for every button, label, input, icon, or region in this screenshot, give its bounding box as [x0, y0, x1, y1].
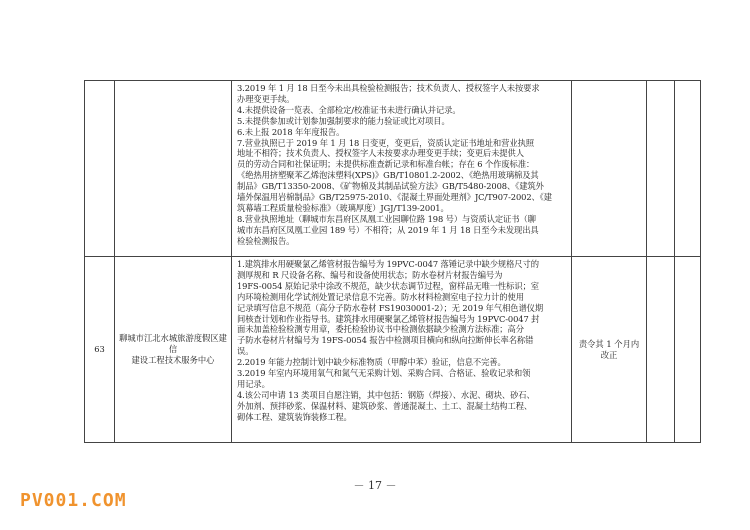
issue-text-line: 3.2019 年室内环境用氧气和氮气无采购计划、采购合同、合格证、验收记录和领	[237, 368, 531, 379]
issue-text-line: 记录填写信息不规范（高分子防水卷材 FS19030001-2）；无 2019 年气相色谱仪期	[237, 302, 544, 313]
table-row	[85, 257, 701, 443]
organization-name-line: 聊城市江北水城旅游度假区建信	[119, 333, 227, 354]
issue-text-line: 外加剂、预拌砂浆、保温材料、建筑砂浆、普通混凝土、土工、混凝土结构工程、	[237, 400, 533, 411]
issue-text-line: 检验检测报告。	[237, 235, 295, 246]
issue-text-line: 2.2019 年能力控制计划中缺少标准物质（甲醇中苯）验证，信息不完善。	[237, 357, 506, 368]
issue-text-line: 3.2019 年 1 月 18 日至今未出具检验检测报告；技术负责人、授权签字人未按要求	[237, 83, 540, 93]
requirement-cell	[572, 257, 647, 443]
organization-cell	[115, 257, 232, 443]
issues-cell	[232, 81, 572, 257]
issue-text-line: 地址不相符；技术负责人、授权签字人未按要求办理变更手续；变更后未提供人	[237, 148, 524, 159]
issue-text-line: 测厚规和 R 尺设备名称、编号和设备使用状态；防水卷材片材报告编号为	[237, 269, 503, 280]
empty-cell	[675, 257, 701, 443]
issue-text-line: 内环境检测用化学试剂处置记录信息不完善。防水材料检测室电子拉力计的使用	[237, 291, 524, 302]
site-watermark: PV001.COM	[20, 490, 127, 511]
issue-text-line: 面未加盖检验检测专用章，委托检验协议书中检测依据缺少检测方法标准；高分	[237, 324, 524, 335]
requirement-line: 责令其 1 个月内	[578, 338, 640, 349]
issue-text-line: 间核查计划和作业指导书。建筑排水用硬聚氯乙烯管材报告编号为 19PVC-0047 封	[237, 313, 540, 324]
issue-text-line: 用记录。	[237, 378, 270, 389]
issue-text-line: 4.未提供设备一览表、全部检定/校准证书未进行确认并记录。	[237, 104, 461, 115]
issue-text-line: 6.未上报 2018 年年度报告。	[237, 126, 345, 137]
issue-text-line: 8.营业执照地址（聊城市东昌府区凤凰工业园聊位路 198 号）与资质认定证书（聊	[237, 213, 536, 224]
issue-text-line: 制品》GB/T13350-2008、《矿物棉及其制品试验方法》GB/T5480-2008、《建筑外	[237, 181, 544, 192]
issue-text-line: 19FS-0054 原始记录中涂改不规范，缺少状态调节过程，窗样品无唯一性标识；室	[237, 280, 539, 291]
inspection-findings-table	[84, 80, 701, 443]
row-number-cell	[85, 81, 115, 257]
issue-text-line: 砌体工程、建筑装饰装修工程。	[237, 411, 352, 422]
issue-text-line: 办理变更手续。	[237, 93, 295, 104]
table-row	[85, 81, 701, 257]
issue-text-line: 误。	[237, 346, 254, 357]
requirement-line: 改正	[600, 349, 618, 360]
issue-text-line: 墙外保温用岩棉制品》GB/T25975-2010、《混凝土界面处理剂》JC/T907-2002、《建	[237, 192, 552, 203]
page-number: － 17 －	[353, 479, 397, 492]
empty-cell	[675, 81, 701, 257]
empty-cell	[647, 81, 675, 257]
organization-name-line: 建设工程技术服务中心	[131, 355, 215, 365]
issue-text-line: 4.该公司申请 13 类项目自愿注销，其中包括：钢筋（焊接）、水泥、砌块、砂石、	[237, 389, 535, 400]
row-number-cell: 63	[85, 257, 115, 443]
issue-text-line: 7.营业执照已于 2019 年 1 月 18 日变更，变更后，资质认定证书地址和营业执照	[237, 137, 534, 148]
requirement-cell	[572, 81, 647, 257]
empty-cell	[647, 257, 675, 443]
organization-cell	[115, 81, 232, 257]
issue-text-line: 员的劳动合同和社保证明；未提供标准查新记录和标准台帐；存在 6 个作废标准：	[237, 159, 535, 170]
issue-text-line: 《绝热用挤塑聚苯乙烯泡沫塑料(XPS)》GB/T10801.2-2002、《绝热用玻璃棉及其	[237, 170, 539, 181]
issues-cell	[232, 257, 572, 443]
issue-text-line: 城市东昌府区凤凰工业园 189 号）不相符；从 2019 年 1 月 18 日至今未发现出具	[237, 224, 539, 235]
issue-text-line: 1.建筑排水用硬聚氯乙烯管材报告编号为 19PVC-0047 落锤记录中缺少规格尺寸的	[237, 259, 539, 269]
issue-text-line: 筑幕墙工程质量检验标准》（玻璃厚度）JGJ/T139-2001。	[237, 202, 449, 213]
issue-text-line: 子防水卷材片材编号为 19FS-0054 报告中检测项目横向和纵向拉断伸长率名称错	[237, 335, 534, 346]
issue-text-line: 5.未提供参加或计划参加强制要求的能力验证或比对项目。	[237, 115, 450, 126]
